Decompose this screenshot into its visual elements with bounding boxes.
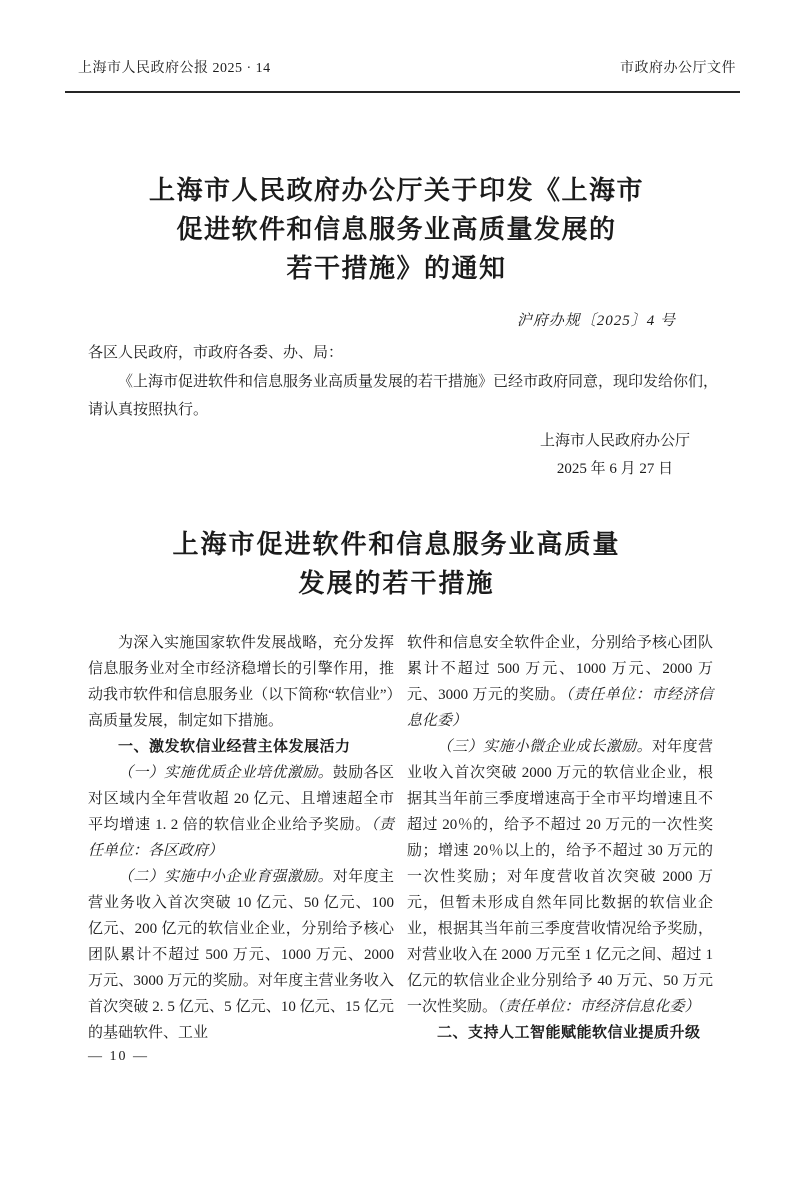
signature-inner bbox=[540, 427, 690, 483]
body-paragraph bbox=[407, 630, 713, 734]
header-rule bbox=[65, 91, 740, 93]
kaiti-text-segment: （三）实施小微企业成长激励。 bbox=[437, 739, 652, 755]
column-left bbox=[88, 630, 394, 1046]
kaiti-text-segment: （责任单位：各区政府） bbox=[88, 817, 394, 859]
measures-title bbox=[0, 525, 793, 603]
notice-title-line: 促进软件和信息服务业高质量发展的 bbox=[176, 215, 617, 244]
addressee-line: 各区人民政府，市政府各委、办、局： bbox=[88, 345, 344, 361]
notice-body-paragraph: 《上海市促进软件和信息服务业高质量发展的若干措施》已经市政府同意，现印发给你们，请认真按照执行。 bbox=[88, 374, 719, 418]
section-heading bbox=[407, 1020, 713, 1046]
body-paragraph bbox=[407, 734, 713, 1020]
gazette-issue-label: 上海市人民政府公报 2025 · 14 bbox=[78, 61, 271, 76]
gazette-page bbox=[0, 57, 793, 1179]
doc-number: 沪府办规〔2025〕4 号 bbox=[516, 313, 676, 329]
notice-title-line: 若干措施》的通知 bbox=[286, 254, 507, 283]
section-heading bbox=[88, 734, 394, 760]
measures-body bbox=[88, 630, 713, 1046]
kaiti-text-segment: （一）实施优质企业培优激励。 bbox=[118, 765, 333, 781]
signature-name: 上海市人民政府办公厅 bbox=[539, 433, 690, 449]
text-segment: 鼓励各区对区域内全年营收超 20 亿元、且增速超全市平均增速 1. 2 倍的软信业企业给予奖励。 bbox=[88, 765, 394, 833]
kaiti-text-segment: （二）实施中小企业育强激励。 bbox=[118, 869, 333, 885]
signature-block bbox=[88, 427, 690, 483]
text-segment: 对年度营业收入首次突破 2000 万元的软信业企业，根据其当年前三季度增速高于全市平均增速且不超过 20％的，给予不超过 20 万元的一次性奖励；增速 20％以上的，给予不超过 30 万元的一次性奖励；对年度营收首次突破 2000 万元，但暂未形成自然年同比数据的软信业企业，根据其当年前三季度营收情况给予奖励，对营业收入在 2000 万元至 1 亿元之间、超过 1 亿元的软信业企业分别给予 40 万元、50 万元一次性奖励。 bbox=[407, 739, 713, 1015]
measures-title-line: 发展的若干措施 bbox=[298, 569, 495, 598]
notice-title-line: 上海市人民政府办公厅关于印发《上海市 bbox=[148, 176, 644, 205]
signature-date: 2025 年 6 月 27 日 bbox=[556, 461, 674, 477]
kaiti-text-segment: （责任单位：市经济信息化委） bbox=[407, 687, 713, 729]
measures-title-line: 上海市促进软件和信息服务业高质量 bbox=[172, 530, 621, 559]
page-number: — 10 — bbox=[88, 1049, 149, 1064]
body-paragraph bbox=[88, 864, 394, 1046]
text-segment: 为深入实施国家软件发展战略，充分发挥信息服务业对全市经济稳增长的引擎作用，推动我市软件和信息服务业（以下简称“软信业”）高质量发展，制定如下措施。 bbox=[88, 635, 394, 729]
column-right bbox=[407, 630, 713, 1046]
notice-title bbox=[0, 171, 793, 288]
body-paragraph bbox=[88, 630, 394, 734]
body-paragraph bbox=[88, 760, 394, 864]
notice-content bbox=[88, 309, 718, 483]
page-header bbox=[78, 57, 736, 77]
text-segment: 对年度主营业务收入首次突破 10 亿元、50 亿元、100 亿元、200 亿元的软信业企业，分别给予核心团队累计不超过 500 万元、1000 万元、2000 万元、3000 万元的奖励。对年度主营业务收入首次突破 2. 5 亿元、5 亿元、10 亿元、15 亿元的基础软件、工业 bbox=[88, 869, 394, 1041]
document-category-label: 市政府办公厅文件 bbox=[620, 61, 736, 76]
text-segment: 软件和信息安全软件企业，分别给予核心团队累计不超过 500 万元、1000 万元、2000 万元、3000 万元的奖励。 bbox=[407, 635, 713, 703]
text-segment: 二、支持人工智能赋能软信业提质升级 bbox=[437, 1024, 701, 1041]
kaiti-text-segment: （责任单位：市经济信息化委） bbox=[497, 999, 700, 1015]
text-segment: 一、激发软信业经营主体发展活力 bbox=[118, 738, 351, 755]
